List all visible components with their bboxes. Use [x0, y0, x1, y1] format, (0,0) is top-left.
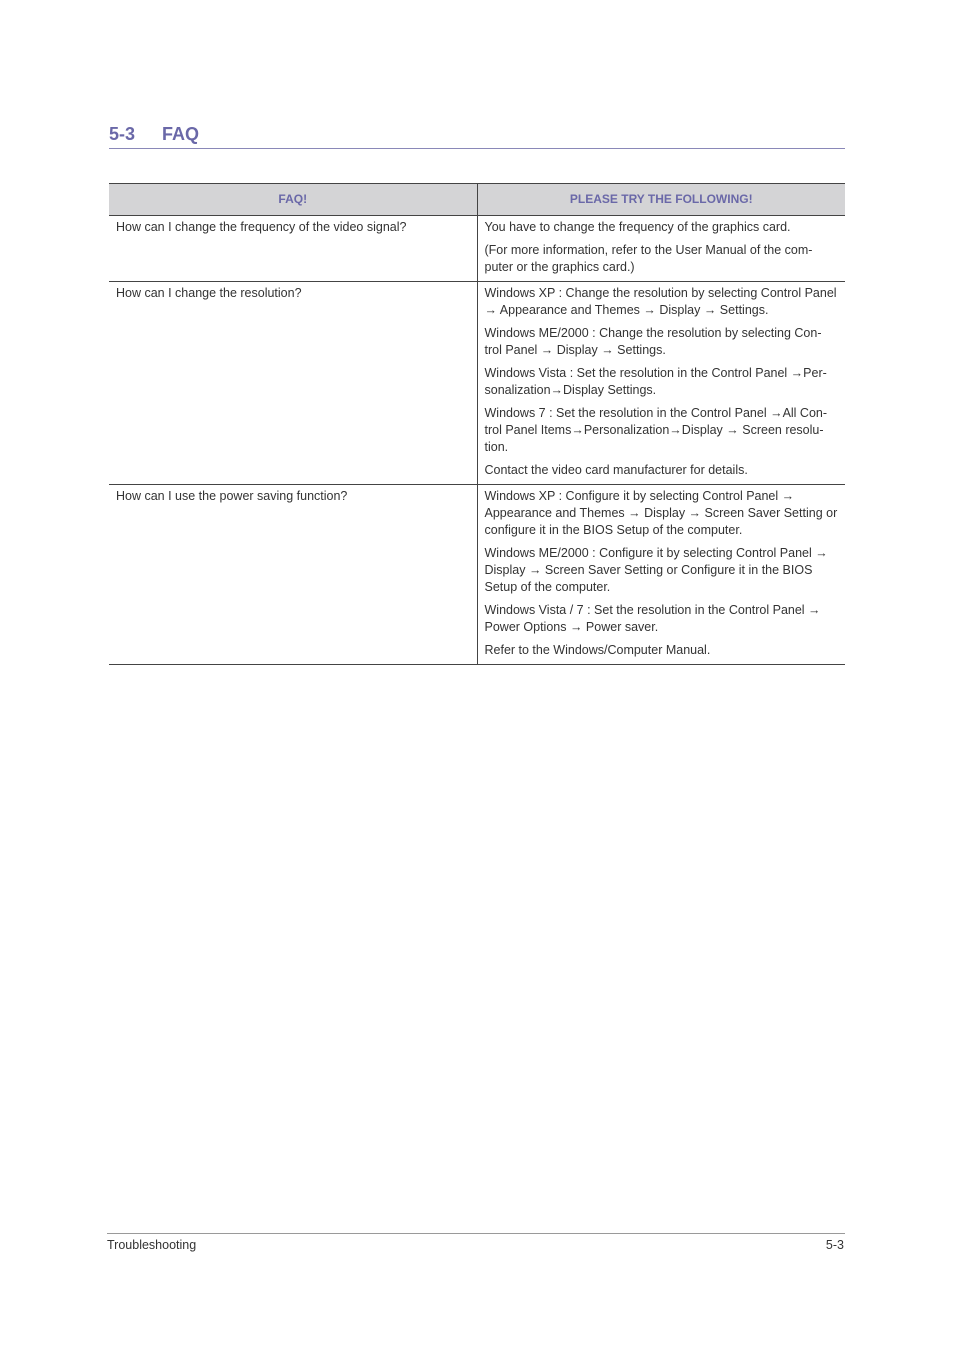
footer-page-number: 5-3	[825, 1238, 844, 1252]
footer-divider	[107, 1233, 845, 1234]
faq-answer: Windows Vista / 7 : Set the resolution in the Control Panel → Power Options → Power saver.	[484, 603, 821, 634]
section-heading	[109, 122, 845, 149]
faq-answer-cell	[477, 216, 845, 282]
faq-answer: (For more information, refer to the User Manual of the com-puter or the graphics card.)	[484, 243, 813, 274]
faq-answer-cell	[477, 485, 845, 665]
faq-answer: Refer to the Windows/Computer Manual.	[484, 643, 711, 657]
faq-answer: Windows XP : Change the resolution by selecting Control Panel → Appearance and Themes → Display → Settings.	[484, 286, 837, 317]
footer-chapter-title: Troubleshooting	[107, 1238, 197, 1252]
faq-answer: Windows ME/2000 : Change the resolution by selecting Con-trol Panel → Display → Settings.	[484, 326, 822, 357]
column-header-solution: PLEASE TRY THE FOLLOWING!	[477, 184, 845, 216]
faq-answer: Windows ME/2000 : Configure it by selecting Control Panel → Display → Screen Saver Setting or Configure it in the BIOS Setup of the computer.	[484, 546, 828, 594]
table-row	[109, 485, 845, 665]
faq-answer: Contact the video card manufacturer for details.	[484, 463, 748, 477]
faq-answer: Windows XP : Configure it by selecting Control Panel → Appearance and Themes → Display → Screen Saver Setting or configure it in the BIOS Setup of the computer.	[484, 489, 838, 537]
table-row	[109, 282, 845, 485]
faq-answer-cell	[477, 282, 845, 485]
table-row	[109, 216, 845, 282]
section-number: 5-3	[109, 124, 136, 144]
faq-answer: Windows Vista : Set the resolution in the Control Panel →Per-sonalization→Display Settings.	[484, 366, 827, 397]
faq-question: How can I use the power saving function?	[109, 485, 477, 665]
table-header-row	[109, 184, 845, 216]
faq-answer: You have to change the frequency of the graphics card.	[484, 220, 791, 234]
faq-question: How can I change the resolution?	[109, 282, 477, 485]
faq-question: How can I change the frequency of the video signal?	[109, 216, 477, 282]
faq-answer: Windows 7 : Set the resolution in the Control Panel →All Con-trol Panel Items→Personalization→Display → Screen resolu-tion.	[484, 406, 828, 454]
faq-table	[109, 183, 845, 665]
section-title: FAQ	[162, 124, 200, 144]
column-header-faq: FAQ!	[109, 184, 477, 216]
